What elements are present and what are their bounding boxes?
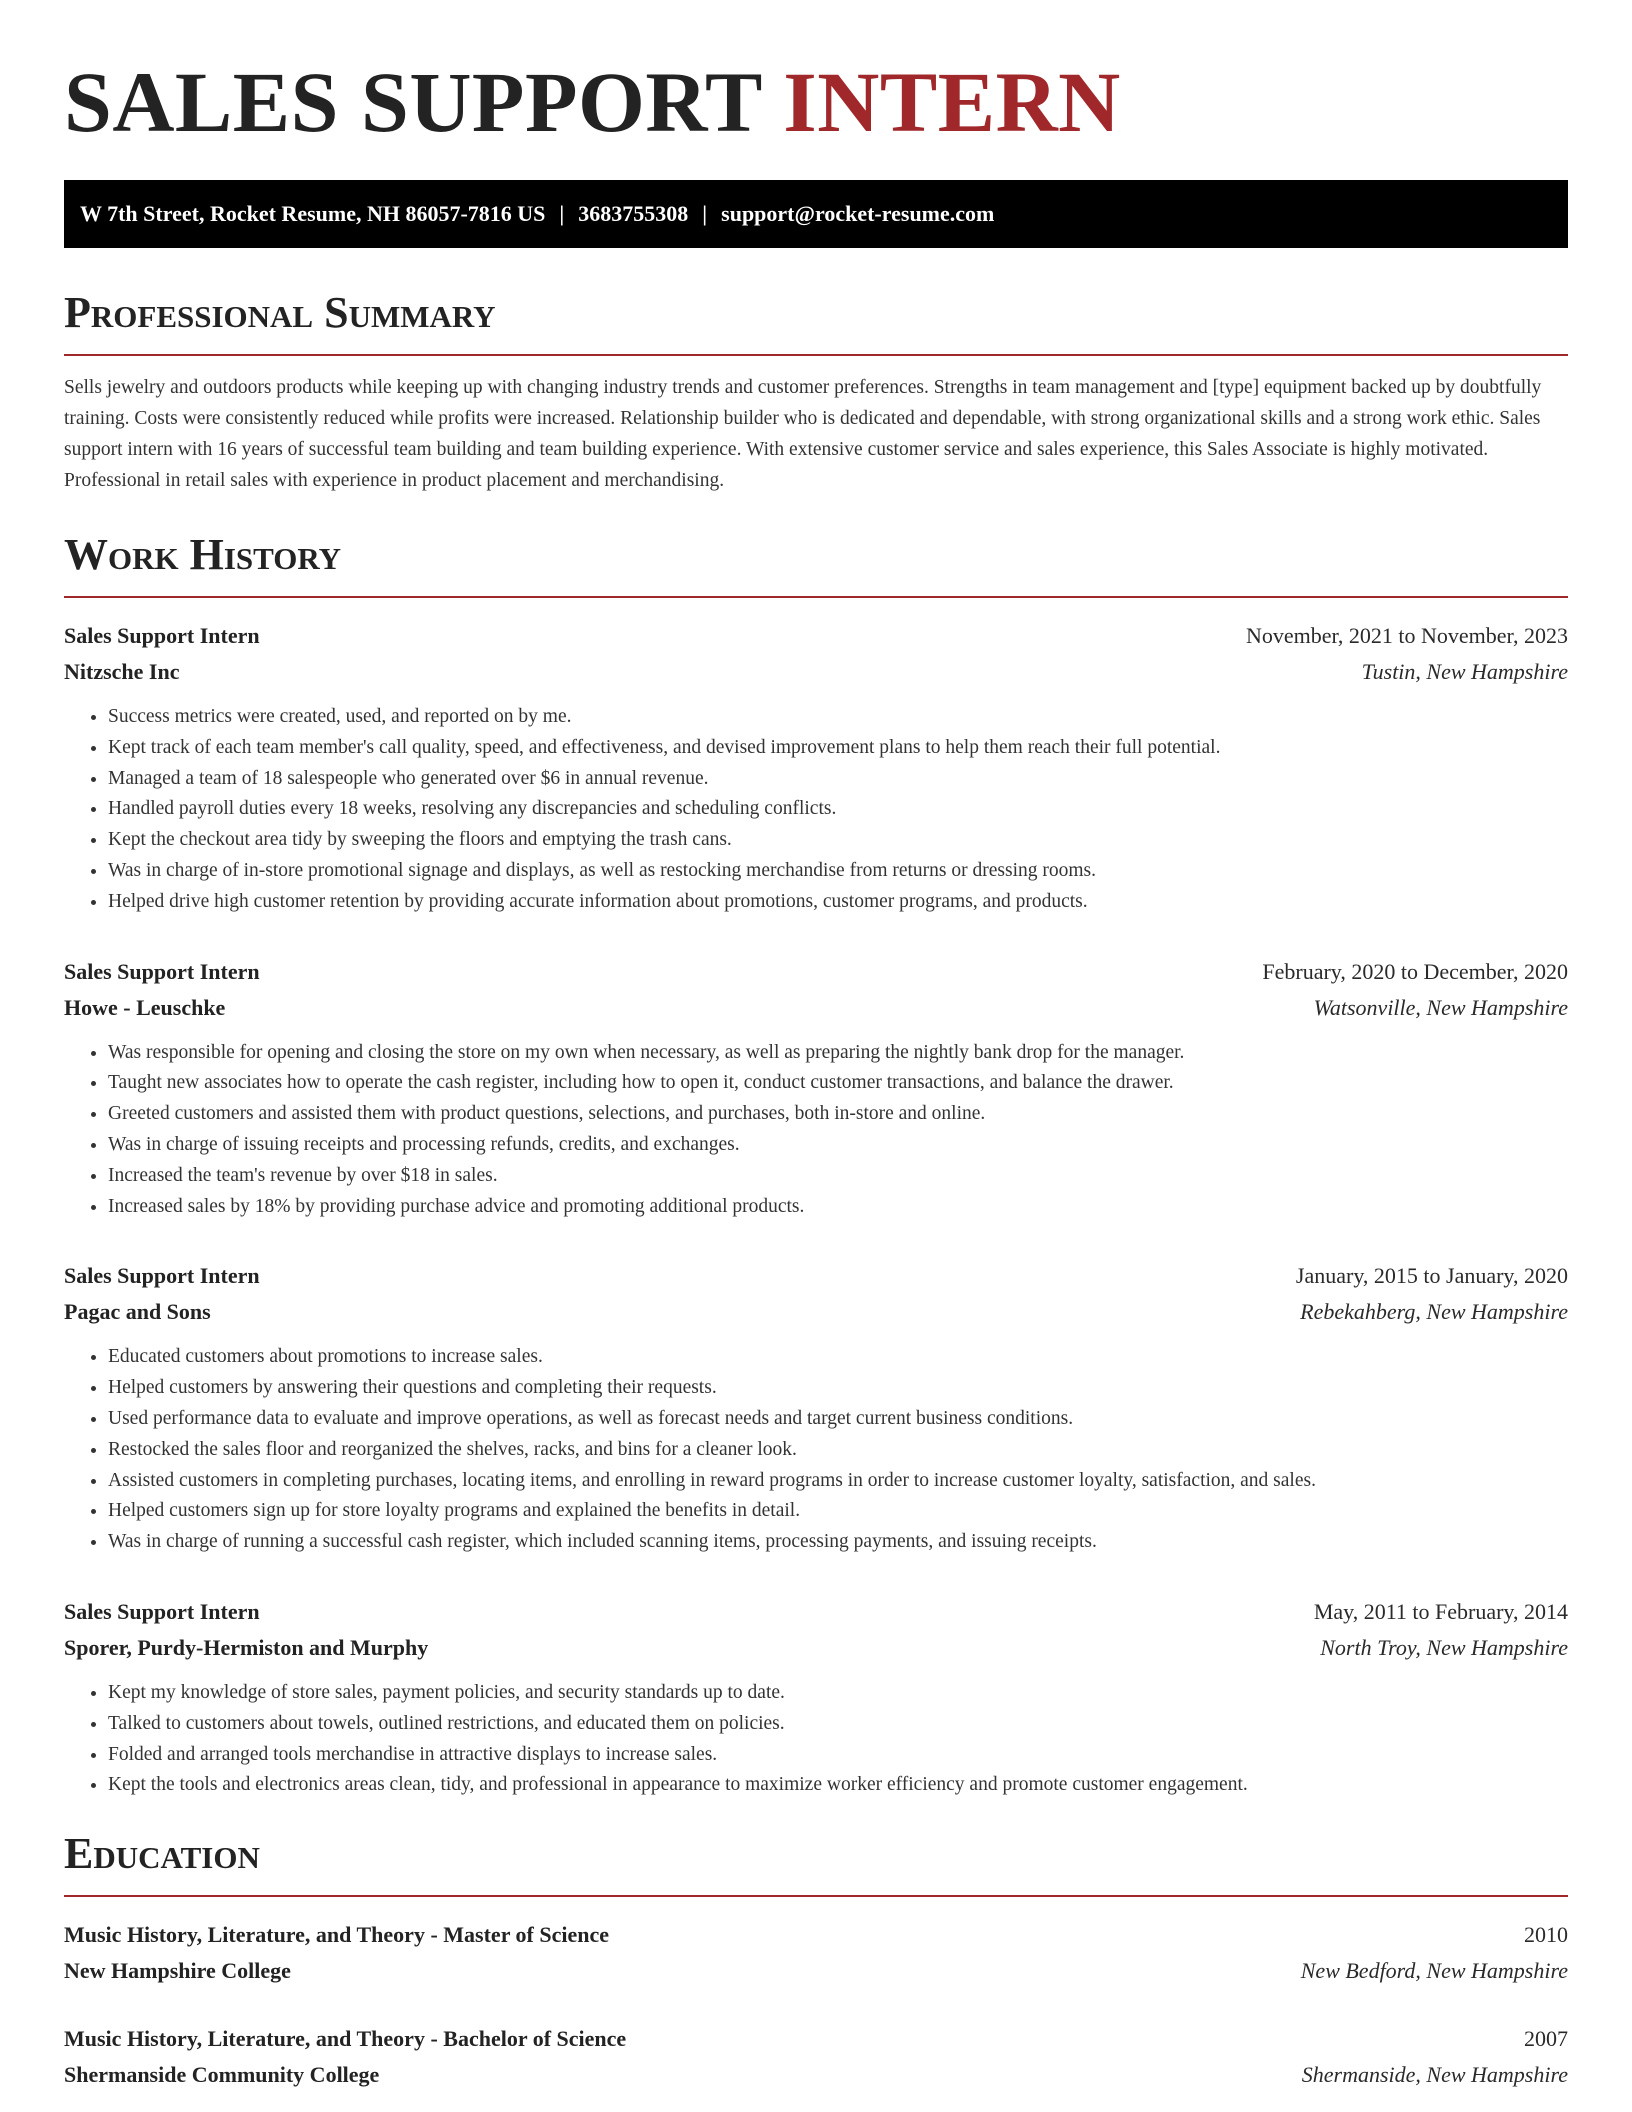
job-bullet: • Restocked the sales floor and reorganized the shelves, racks, and bins for a cleaner look. bbox=[108, 1435, 1568, 1466]
job-bullet: • Increased sales by 18% by providing purchase advice and promoting additional products. bbox=[108, 1192, 1568, 1223]
job-entry bbox=[64, 1258, 1568, 1558]
education-location: Shermanside, New Hampshire bbox=[1301, 2062, 1568, 2088]
job-bullet: • Kept track of each team member's call quality, speed, and effectiveness, and devised improvement plans to help them reach their full potential. bbox=[108, 733, 1568, 764]
job-bullets bbox=[64, 1678, 1568, 1801]
job-bullet: • Handled payroll duties every 18 weeks, resolving any discrepancies and scheduling conflicts. bbox=[108, 794, 1568, 825]
name-accent: INTERN bbox=[783, 54, 1121, 150]
name-primary: SALES SUPPORT bbox=[64, 54, 784, 150]
job-location: Tustin, New Hampshire bbox=[1361, 659, 1568, 684]
job-bullet: • Was in charge of issuing receipts and processing refunds, credits, and exchanges. bbox=[108, 1130, 1568, 1161]
section-title-work-history: Work History bbox=[64, 528, 1568, 598]
job-header-row bbox=[64, 1258, 1568, 1294]
job-bullet: • Greeted customers and assisted them with product questions, selections, and purchases, both in-store and online. bbox=[108, 1099, 1568, 1130]
job-dates: May, 2011 to February, 2014 bbox=[1313, 1598, 1568, 1624]
job-location: North Troy, New Hampshire bbox=[1320, 1634, 1568, 1660]
contact-separator: | bbox=[702, 201, 708, 226]
job-dates: January, 2015 to January, 2020 bbox=[1295, 1263, 1568, 1289]
job-dates: February, 2020 to December, 2020 bbox=[1262, 958, 1568, 984]
job-bullet: • Managed a team of 18 salespeople who generated over $6 in annual revenue. bbox=[108, 764, 1568, 795]
job-bullets bbox=[64, 1342, 1568, 1558]
job-bullet: • Was in charge of running a successful cash register, which included scanning items, processing payments, and issuing receipts. bbox=[108, 1527, 1568, 1558]
job-position: Sales Support Intern bbox=[64, 1598, 260, 1624]
job-bullet: • Kept the checkout area tidy by sweeping the floors and emptying the trash cans. bbox=[108, 825, 1568, 856]
contact-separator: | bbox=[559, 201, 565, 226]
education-location: New Bedford, New Hampshire bbox=[1300, 1958, 1568, 1984]
job-company: Nitzsche Inc bbox=[64, 659, 180, 684]
job-bullet: • Success metrics were created, used, and reported on by me. bbox=[108, 702, 1568, 733]
education-school-row bbox=[64, 2057, 1568, 2093]
job-bullet: • Kept my knowledge of store sales, payment policies, and security standards up to date. bbox=[108, 1678, 1568, 1709]
education-school: Shermanside Community College bbox=[64, 2062, 380, 2088]
job-entry bbox=[64, 1594, 1568, 1801]
education-entry bbox=[64, 2021, 1568, 2093]
job-bullet: • Was in charge of in-store promotional signage and displays, as well as restocking merchandise from returns or dressing rooms. bbox=[108, 856, 1568, 887]
job-position: Sales Support Intern bbox=[64, 958, 260, 984]
job-bullets bbox=[64, 702, 1568, 918]
section-title-education: Education bbox=[64, 1827, 1568, 1897]
job-bullet: • Was responsible for opening and closing the store on my own when necessary, as well as preparing the nightly bank drop for the manager. bbox=[108, 1038, 1568, 1069]
job-bullet: • Educated customers about promotions to increase sales. bbox=[108, 1342, 1568, 1373]
job-company: Sporer, Purdy-Hermiston and Murphy bbox=[64, 1634, 429, 1660]
contact-bar bbox=[64, 180, 1568, 248]
job-company-row bbox=[64, 1630, 1568, 1666]
job-company: Howe - Leuschke bbox=[64, 994, 226, 1020]
job-dates: November, 2021 to November, 2023 bbox=[1245, 623, 1568, 648]
job-bullet: • Helped drive high customer retention by providing accurate information about promotions, customer programs, and products. bbox=[108, 887, 1568, 918]
resume-name bbox=[64, 0, 1568, 152]
job-company-row bbox=[64, 1294, 1568, 1330]
job-bullet: • Helped customers sign up for store loyalty programs and explained the benefits in detail. bbox=[108, 1496, 1568, 1527]
job-company-row bbox=[64, 990, 1568, 1026]
education-year: 2010 bbox=[1524, 1922, 1568, 1948]
contact-email: support@rocket-resume.com bbox=[721, 201, 995, 226]
section-title-summary: Professional Summary bbox=[64, 286, 1568, 356]
job-header-row bbox=[64, 1594, 1568, 1630]
education-degree-row bbox=[64, 1917, 1568, 1953]
contact-address: W 7th Street, Rocket Resume, NH 86057-7816 US bbox=[80, 201, 546, 226]
education-degree-row bbox=[64, 2021, 1568, 2057]
job-bullet: • Kept the tools and electronics areas clean, tidy, and professional in appearance to maximize worker efficiency and promote customer engagement. bbox=[108, 1770, 1568, 1801]
job-bullet: • Helped customers by answering their questions and completing their requests. bbox=[108, 1373, 1568, 1404]
job-position: Sales Support Intern bbox=[64, 623, 260, 648]
education-school-row bbox=[64, 1953, 1568, 1989]
job-entry bbox=[64, 618, 1568, 918]
job-bullets bbox=[64, 1038, 1568, 1223]
job-company: Pagac and Sons bbox=[64, 1299, 211, 1325]
job-bullet: • Used performance data to evaluate and improve operations, as well as forecast needs and target current business conditions. bbox=[108, 1404, 1568, 1435]
summary-text: Sells jewelry and outdoors products while keeping up with changing industry trends and customer preferences. Strengths in team management and [type] equipment backed up by doubtfully training. Costs were consistently reduced while profits were increased. Relationship builder who is dedicated and dependable, with strong organizational skills and a strong work ethic. Sales support intern with 16 years of successful team building and team building experience. With extensive customer service and sales experience, this Sales Associate is highly motivated. Professional in retail sales with experience in product placement and merchandising. bbox=[64, 377, 1542, 491]
education-year: 2007 bbox=[1524, 2026, 1568, 2052]
education-degree: Music History, Literature, and Theory - Master of Science bbox=[64, 1922, 610, 1948]
job-bullet: • Taught new associates how to operate the cash register, including how to open it, conduct customer transactions, and balance the drawer. bbox=[108, 1068, 1568, 1099]
job-entry bbox=[64, 954, 1568, 1223]
job-location: Rebekahberg, New Hampshire bbox=[1300, 1299, 1568, 1325]
job-header-row bbox=[64, 954, 1568, 990]
job-bullet: • Assisted customers in completing purchases, locating items, and enrolling in reward programs in order to increase customer loyalty, satisfaction, and sales. bbox=[108, 1466, 1568, 1497]
contact-phone: 3683755308 bbox=[578, 201, 689, 226]
education-school: New Hampshire College bbox=[64, 1958, 291, 1984]
job-company-row bbox=[64, 654, 1568, 690]
job-bullet: • Folded and arranged tools merchandise in attractive displays to increase sales. bbox=[108, 1740, 1568, 1771]
job-position: Sales Support Intern bbox=[64, 1263, 260, 1289]
job-location: Watsonville, New Hampshire bbox=[1313, 994, 1568, 1020]
education-entry bbox=[64, 1917, 1568, 1989]
job-bullet: • Talked to customers about towels, outlined restrictions, and educated them on policies. bbox=[108, 1709, 1568, 1740]
job-bullet: • Increased the team's revenue by over $18 in sales. bbox=[108, 1161, 1568, 1192]
job-header-row bbox=[64, 618, 1568, 654]
education-degree: Music History, Literature, and Theory - Bachelor of Science bbox=[64, 2026, 627, 2052]
